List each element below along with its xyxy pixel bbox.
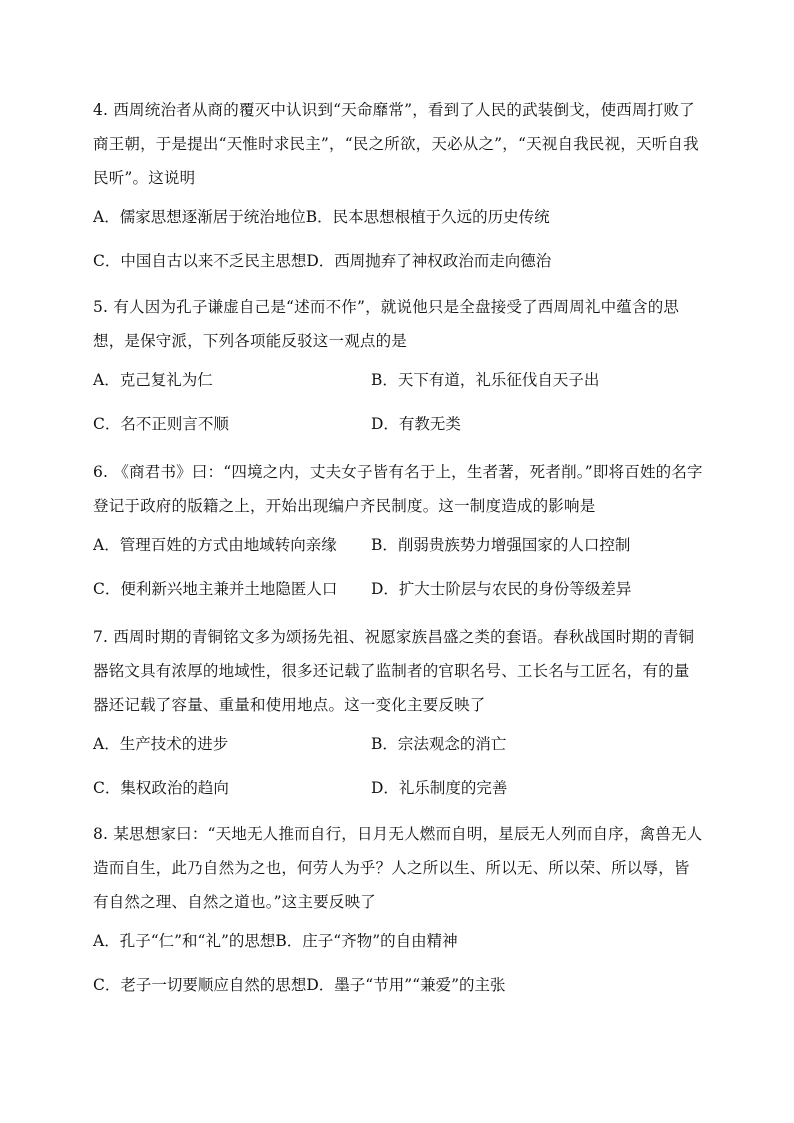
question-6 <box>93 455 703 621</box>
option-a[interactable]: A．生产技术的进步 <box>93 735 229 753</box>
question-5 <box>93 290 703 456</box>
option-c[interactable]: C．老子一切要顺应自然的思想 <box>93 976 307 994</box>
option-row <box>93 205 703 239</box>
option-b[interactable]: B．民本思想根植于久远的历史传统 <box>305 208 550 226</box>
options <box>93 929 703 1007</box>
question-number: 5. <box>93 298 109 316</box>
option-c[interactable]: C．中国自古以来不乏民主思想 <box>93 252 307 270</box>
option-c[interactable]: C．名不正则言不顺 <box>93 415 229 433</box>
options <box>93 732 703 810</box>
option-d[interactable]: D．墨子“节用”“兼爱”的主张 <box>306 976 506 994</box>
question-stem <box>93 817 703 919</box>
question-stem <box>93 93 703 195</box>
options <box>93 368 703 446</box>
question-stem <box>93 290 703 358</box>
options <box>93 205 703 283</box>
question-text: 有人因为孔子谦虚自己是“述而不作”，就说他只是全盘接受了西周周礼中蕴含的思想，是保守派，下列各项能反驳这一观点的是 <box>93 298 680 350</box>
question-text: 某思想家曰：“天地无人推而自行，日月无人燃而自明，星辰无人列而自序，禽兽无人造而自生，此乃自然为之也，何劳人为乎？人之所以生、所以无、所以荣、所以辱，皆有自然之理、自然之道也。”这主要反映了 <box>93 825 703 911</box>
option-row <box>93 929 703 963</box>
option-row <box>93 368 703 402</box>
option-row <box>93 412 703 446</box>
option-d[interactable]: D．扩大士阶层与农民的身份等级差异 <box>371 580 632 598</box>
question-text: 《商君书》曰：“四境之内，丈夫女子皆有名于上，生者著，死者削。”即将百姓的名字登记于政府的版籍之上，开始出现编户齐民制度。这一制度造成的影响是 <box>93 463 703 515</box>
option-row <box>93 577 703 611</box>
option-row <box>93 776 703 810</box>
option-row <box>93 249 703 283</box>
option-b[interactable]: B．宗法观念的消亡 <box>371 735 507 753</box>
question-text: 西周时期的青铜铭文多为颂扬先祖、祝愿家族昌盛之类的套语。春秋战国时期的青铜器铭文具有浓厚的地域性，很多还记载了监制者的官职名号、工长名与工匠名，有的量器还记载了容量、重量和使用地点。这一变化主要反映了 <box>93 628 695 714</box>
question-7 <box>93 620 703 820</box>
question-8 <box>93 817 703 1017</box>
option-d[interactable]: D．西周抛弃了神权政治而走向德治 <box>306 252 552 270</box>
option-d[interactable]: D．礼乐制度的完善 <box>371 779 508 797</box>
question-number: 4. <box>93 101 109 119</box>
question-4 <box>93 93 703 293</box>
question-number: 6. <box>93 463 109 481</box>
option-a[interactable]: A．儒家思想逐渐居于统治地位 <box>93 208 306 226</box>
option-c[interactable]: C．便利新兴地主兼并土地隐匿人口 <box>93 580 338 598</box>
question-text: 西周统治者从商的覆灭中认识到“天命靡常”，看到了人民的武装倒戈，使西周打败了商王朝，于是提出“天惟时求民主”，“民之所欲，天必从之”，“天视自我民视，天听自我民听”。这说明 <box>93 101 699 187</box>
option-a[interactable]: A．孔子“仁”和“礼”的思想 <box>93 932 276 950</box>
question-number: 8. <box>93 825 109 843</box>
question-stem <box>93 455 703 523</box>
option-c[interactable]: C．集权政治的趋向 <box>93 779 229 797</box>
option-b[interactable]: B．天下有道，礼乐征伐自天子出 <box>371 371 600 389</box>
option-row <box>93 973 703 1007</box>
option-a[interactable]: A．管理百姓的方式由地域转向亲缘 <box>93 536 337 554</box>
question-number: 7. <box>93 628 109 646</box>
option-row <box>93 732 703 766</box>
option-d[interactable]: D．有教无类 <box>371 415 461 433</box>
options <box>93 533 703 611</box>
option-b[interactable]: B．庄子“齐物”的自由精神 <box>275 932 458 950</box>
option-a[interactable]: A．克己复礼为仁 <box>93 371 213 389</box>
option-row <box>93 533 703 567</box>
question-stem <box>93 620 703 722</box>
option-b[interactable]: B．削弱贵族势力增强国家的人口控制 <box>371 536 631 554</box>
